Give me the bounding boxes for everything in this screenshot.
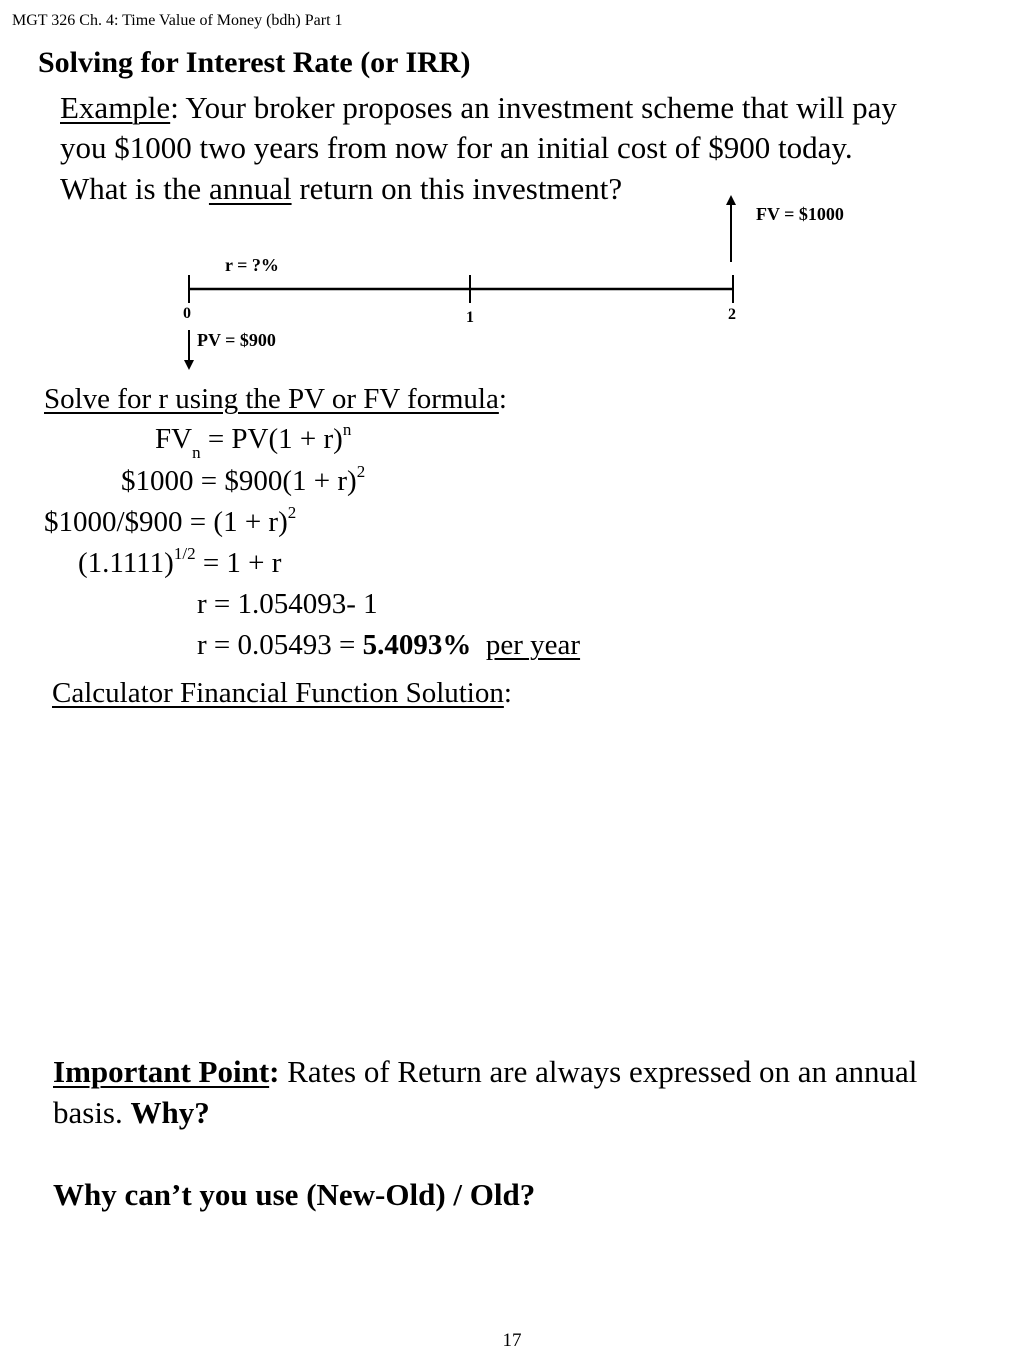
per-year: per year: [485, 629, 581, 661]
eq1-sup: n: [342, 420, 352, 439]
eq2-text: $1000 = $900(1 + r): [121, 465, 357, 497]
equation-3: [44, 503, 297, 539]
example-text-3-pre: What is the: [60, 171, 209, 206]
important-text: Rates of Return are always expressed on an annual: [279, 1054, 918, 1089]
eq4-base: (1.1111): [78, 547, 174, 579]
solve-heading: [44, 383, 507, 416]
calculator-heading-text: Calculator Financial Function Solution: [52, 677, 504, 709]
important-colon: :: [269, 1054, 280, 1089]
fv-label: FV = $1000: [756, 204, 844, 224]
equation-6: [197, 629, 580, 662]
eq1-rhs: = PV(1 + r): [200, 423, 343, 455]
important-label: Important Point: [53, 1054, 270, 1089]
pv-label: PV = $900: [197, 330, 276, 350]
rate-label: r = ?%: [225, 255, 279, 275]
example-text-1: : Your broker proposes an investment scheme that will pay: [170, 90, 897, 125]
solve-heading-colon: :: [498, 383, 507, 415]
eq2-sup: 2: [356, 462, 366, 481]
equation-5: r = 1.054093- 1: [197, 588, 378, 620]
eq1-sub: n: [192, 443, 201, 462]
page-number: 17: [502, 1330, 522, 1351]
example-label: Example: [60, 90, 171, 125]
example-text-3-post: return on this investment?: [291, 171, 623, 206]
page-title: Solving for Interest Rate (or IRR): [38, 46, 471, 79]
eq6-text: r = 0.05493 =: [197, 629, 363, 661]
equation-1: [155, 420, 352, 462]
eq3-sup: 2: [287, 503, 297, 522]
important-line-2: [53, 1095, 210, 1131]
period-2: 2: [728, 306, 736, 323]
annual-word: annual: [208, 171, 292, 206]
period-1: 1: [466, 309, 474, 326]
period-0: 0: [183, 305, 191, 322]
answer-rate: 5.4093%: [362, 629, 472, 661]
why-question: Why?: [130, 1095, 210, 1130]
eq1-fv: FV: [155, 423, 193, 455]
solve-heading-text: Solve for r using the PV or FV formula: [44, 383, 499, 415]
important-basis: basis.: [53, 1095, 131, 1130]
eq4-sup: 1/2: [173, 544, 196, 563]
eq4-rhs: = 1 + r: [195, 547, 282, 579]
cash-flow-timeline: [0, 0, 1024, 400]
calculator-heading: [52, 677, 512, 710]
new-old-question: Why can’t you use (New-Old) / Old?: [53, 1177, 536, 1212]
calculator-heading-colon: :: [503, 677, 512, 709]
equation-4: [78, 544, 282, 580]
slide-header: MGT 326 Ch. 4: Time Value of Money (bdh) Part 1: [12, 12, 343, 29]
equation-2: [121, 462, 366, 498]
eq3-text: $1000/$900 = (1 + r): [44, 506, 288, 538]
example-line-2: you $1000 two years from now for an initial cost of $900 today.: [60, 130, 853, 165]
important-line-1: [53, 1054, 917, 1090]
